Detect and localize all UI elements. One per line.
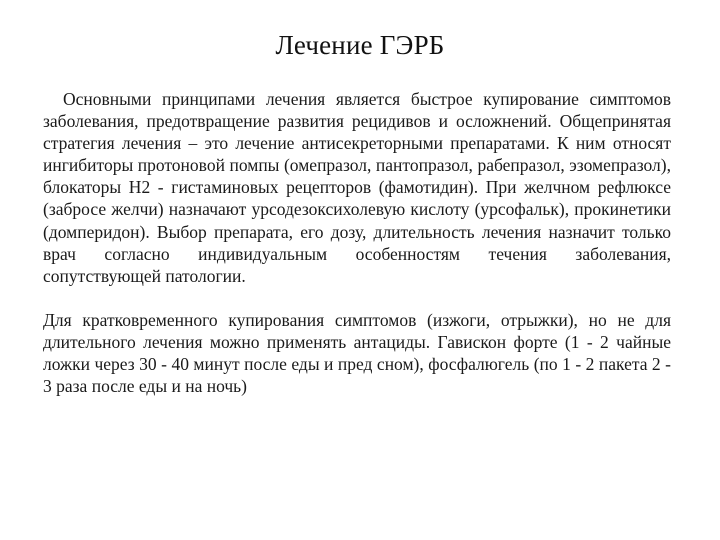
slide-title: Лечение ГЭРБ [275, 30, 445, 60]
paragraph-antacids: Для кратковременного купирования симптомов (изжоги, отрыжки), но не для длительного лечения можно применять антациды. Гавискон форте (1 - 2 чайные ложки через 30 - 40 минут после еды и пред сном), фосфалюгель (по 1 - 2 пакета 2 - 3 раза после еды и на ночь) [43, 309, 671, 397]
slide-body [43, 88, 671, 397]
paragraph-treatment-principles: Основными принципами лечения является быстрое купирование симптомов заболевания, предотвращение развития рецидивов и осложнений. Общепринятая стратегия лечения – это лечение антисекреторными препаратами. К ним относят ингибиторы протоновой помпы (омепразол, пантопразол, рабепразол, эзомепразол), блокаторы Н2 - гистаминовых рецепторов (фамотидин). При желчном рефлюксе (забросе желчи) назначают урсодезоксихолевую кислоту (урсофальк), прокинетики (домперидон). Выбор препарата, его дозу, длительность лечения назначит только врач согласно индивидуальным особенностям течения заболевания, сопутствующей патологии. [43, 89, 671, 286]
